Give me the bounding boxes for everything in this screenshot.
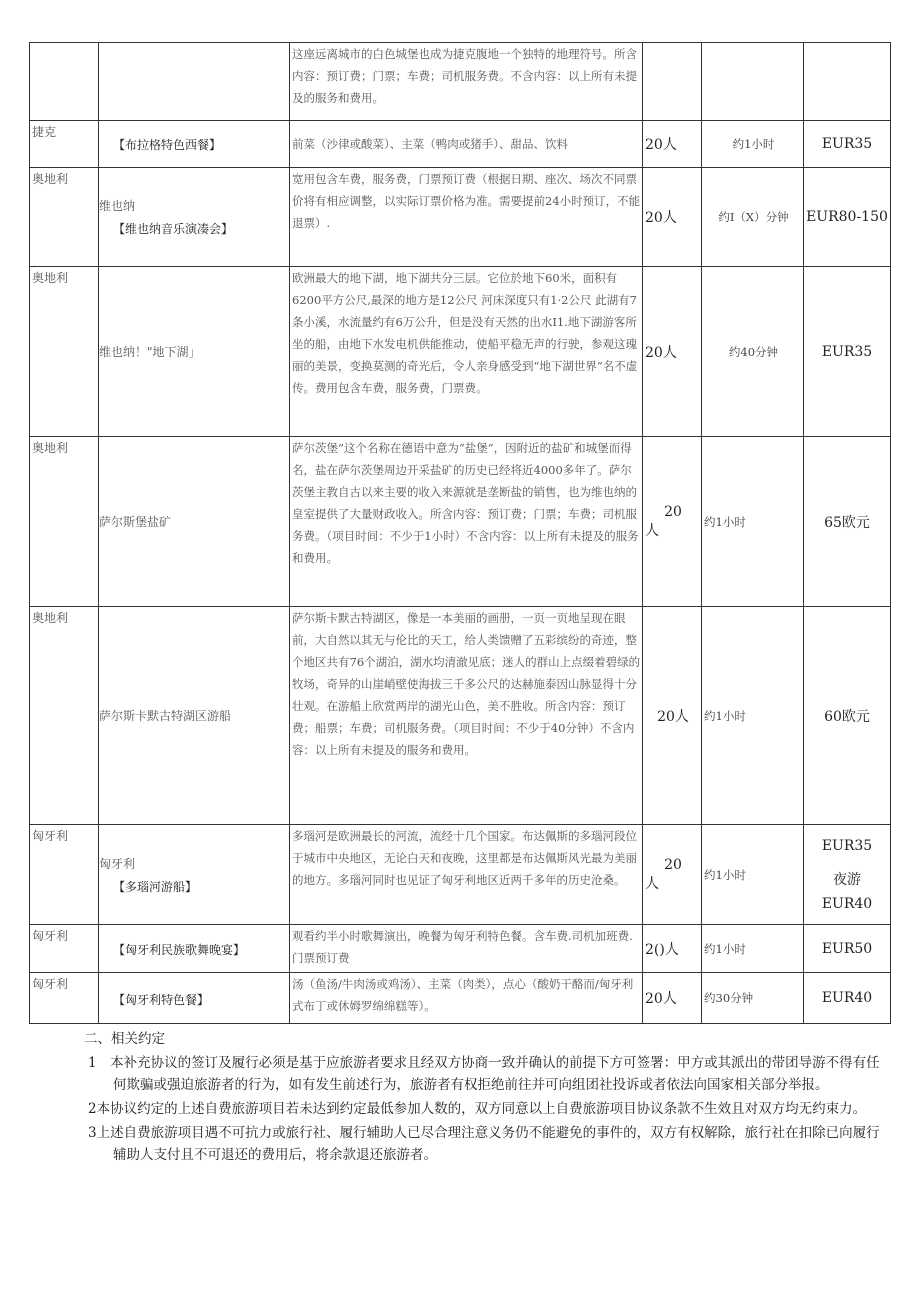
people-unit: 人 — [645, 875, 659, 892]
duration-cell: 约40分钟 — [702, 267, 804, 437]
optional-tours-table — [29, 42, 891, 1024]
country-cell: 奥地利 — [30, 437, 99, 607]
item-name-cell — [99, 973, 290, 1024]
note-item: 1 本补充协议的签订及履行必须是基于应旅游者要求且经双方协商一致并确认的前提下方可签署：甲方或其派出的带团导游不得有任何欺骗或强迫旅游者的行为，如有发生前述行为，旅游者有权拒绝前往并可向组团社投诉或者依法向国家相关部分举报。 — [88, 1055, 880, 1093]
item-name-cell — [99, 607, 290, 825]
item-name: 【布拉格特色西餐】 — [113, 137, 222, 152]
item-name: 【维也纳音乐演凑会】 — [113, 222, 234, 236]
duration-cell: 约I（X）分钟 — [702, 168, 804, 267]
note-item: 2本协议约定的上述自费旅游项目若未达到约定最低参加人数的，双方同意以上自费旅游项目协议条款不生效且对双方均无约束力。 — [88, 1101, 867, 1117]
price-cell: 60欧元 — [804, 607, 891, 825]
description-cell: 观看约半小时歌舞演出，晚餐为匈牙利特色餐。含车费.司机加班费.门票预订费 — [290, 925, 643, 973]
country-cell: 匈牙利 — [30, 973, 99, 1024]
people-cell — [643, 43, 702, 121]
price-cell: EUR35 — [804, 121, 891, 168]
item-name: 【匈牙利民族歌舞晚宴】 — [113, 943, 246, 957]
description-cell: 萨尔斯卡默古特湖区，像是一本美丽的画册，一页一页地呈现在眼前，大自然以其无与伦比的天工，给人类馈赠了五彩缤纷的奇迹，整个地区共有76个湖泊，湖水均清澈见底；迷人的群山上点缀着碧绿的牧场，奇异的山崖峭壁使海拔三千多公尺的达赫施泰因山脉显得十分壮观。在游船上欣赏两岸的湖光山色，美不胜收。所含内容：预订费；船票；车费；司机服务费。（项目时间：不少于40分钟）不含内容：以上所有未提及的服务和费用。 — [290, 607, 643, 825]
table-row — [30, 43, 891, 121]
price-cell — [804, 825, 891, 925]
item-name-cell — [99, 168, 290, 267]
table-row — [30, 825, 891, 925]
description-cell: 多瑙河是欧洲最长的河流，流经十几个国家。布达佩斯的多瑙河段位于城市中央地区，无论白天和夜晚，这里都是布达佩斯风光最为美丽的地方。多瑙河同时也见证了匈牙利地区近两千多年的历史沧桑。 — [290, 825, 643, 925]
table-row — [30, 121, 891, 168]
table-row — [30, 267, 891, 437]
country-cell: 捷克 — [30, 121, 99, 168]
price-night-label: 夜游 — [833, 871, 861, 888]
people-count: 20 — [664, 856, 682, 873]
item-name: 维也纳！"地下湖」 — [99, 345, 201, 359]
duration-cell: 约1小时 — [702, 825, 804, 925]
country-cell: 奥地利 — [30, 267, 99, 437]
duration-cell: 约1小时 — [702, 607, 804, 825]
description-cell: 这座远离城市的白色城堡也成为捷克腹地一个独特的地理符号。所含内容：预订费；门票；车费；司机服务费。不含内容：以上所有未提及的服务和费用。 — [290, 43, 643, 121]
price-cell: EUR80-150 — [804, 168, 891, 267]
item-name-cell — [99, 121, 290, 168]
country-cell: 奥地利 — [30, 168, 99, 267]
people-cell: 20人 — [643, 121, 702, 168]
item-name-cell — [99, 437, 290, 607]
description-cell: 前菜（沙律或酸菜）、主菜（鸭肉或猪手）、甜品、饮料 — [290, 121, 643, 168]
table-row — [30, 973, 891, 1024]
duration-cell: 约1小时 — [702, 437, 804, 607]
people-cell: 20人 — [643, 607, 702, 825]
description-cell: 宽用包含车费，服务费，门票预订费（根据日期、座次、场次不同票价将有相应调整，以实际订票价格为准。需要提前24小时预订，不能退票）. — [290, 168, 643, 267]
people-cell: 20人 — [643, 267, 702, 437]
item-city: 维也纳 — [99, 199, 136, 213]
note-item: 3上述自费旅游项目遇不可抗力或旅行社、履行辅助人已尽合理注意义务仍不能避免的事件的，双方有权解除，旅行社在扣除已向履行辅助人支付且不可退还的费用后，将余款退还旅游者。 — [88, 1125, 880, 1163]
duration-cell: 约1小时 — [702, 925, 804, 973]
duration-cell — [702, 43, 804, 121]
price-cell: EUR35 — [804, 267, 891, 437]
item-name-cell — [99, 825, 290, 925]
people-cell: 20人 — [643, 168, 702, 267]
duration-cell: 约1小时 — [702, 121, 804, 168]
people-cell — [643, 437, 702, 607]
price-cell: EUR40 — [804, 973, 891, 1024]
item-name: 【匈牙利特色餐】 — [113, 992, 210, 1007]
price-night: EUR40 — [821, 895, 873, 912]
people-count: 20 — [664, 503, 682, 520]
description-cell: 汤（鱼汤/牛肉汤或鸡汤）、主菜（肉类），点心（酸奶干酪而/匈牙利式布丁或休姆罗绵绵糕等）。 — [290, 973, 643, 1024]
item-name: 【多瑙河游船】 — [113, 879, 198, 894]
notes-heading: 二、相关约定 — [84, 1031, 165, 1047]
description-cell: 欧洲最大的地下湖，地下湖共分三层。它位於地下60米，面积有6200平方公尺,最深的地方是12公尺 河床深度只有1·2公尺 此湖有7条小溪，水流量约有6万公升，但是没有天然的出水I1.地下湖游客所坐的船，由地下水发电机供能推动，使船平稳无声的行驶，参观这瑰丽的美景，变换莫测的奇光后，令人亲身感受到“地下湖世界“名不虚传。费用包含车费，服务费，门票费。 — [290, 267, 643, 437]
item-name-cell — [99, 267, 290, 437]
item-name-cell — [99, 925, 290, 973]
price-cell — [804, 43, 891, 121]
country-cell: 匈牙利 — [30, 825, 99, 925]
people-unit: 人 — [645, 522, 659, 539]
table-row — [30, 437, 891, 607]
item-name-cell — [99, 43, 290, 121]
table-row — [30, 607, 891, 825]
item-name: 萨尔斯堡盐矿 — [99, 515, 172, 529]
table-row — [30, 168, 891, 267]
country-cell: 匈牙利 — [30, 925, 99, 973]
table-row — [30, 925, 891, 973]
agreement-notes — [70, 1028, 892, 1166]
people-cell — [643, 825, 702, 925]
people-cell: 2()人 — [643, 925, 702, 973]
item-name: 萨尔斯卡默古特湖区游船 — [99, 709, 232, 723]
price-cell: EUR50 — [804, 925, 891, 973]
item-city: 匈牙利 — [99, 856, 136, 871]
people-cell: 20人 — [643, 973, 702, 1024]
price-day: EUR35 — [821, 837, 873, 854]
price-cell: 65欧元 — [804, 437, 891, 607]
duration-cell: 约30分钟 — [702, 973, 804, 1024]
description-cell: 萨尔茨堡”这个名称在德语中意为“盐堡”，因附近的盐矿和城堡而得名，盐在萨尔茨堡周边开采盐矿的历史已经将近4000多年了。萨尔茨堡主教自古以来主要的收入来源就是垄断盐的销售，也为维也纳的皇室提供了大量财政收入。所含内容：预订费；门票；车费；司机服务费。（项目时间：不少于1小时）不含内容：以上所有未提及的服务和费用。 — [290, 437, 643, 607]
country-cell — [30, 43, 99, 121]
country-cell: 奥地利 — [30, 607, 99, 825]
